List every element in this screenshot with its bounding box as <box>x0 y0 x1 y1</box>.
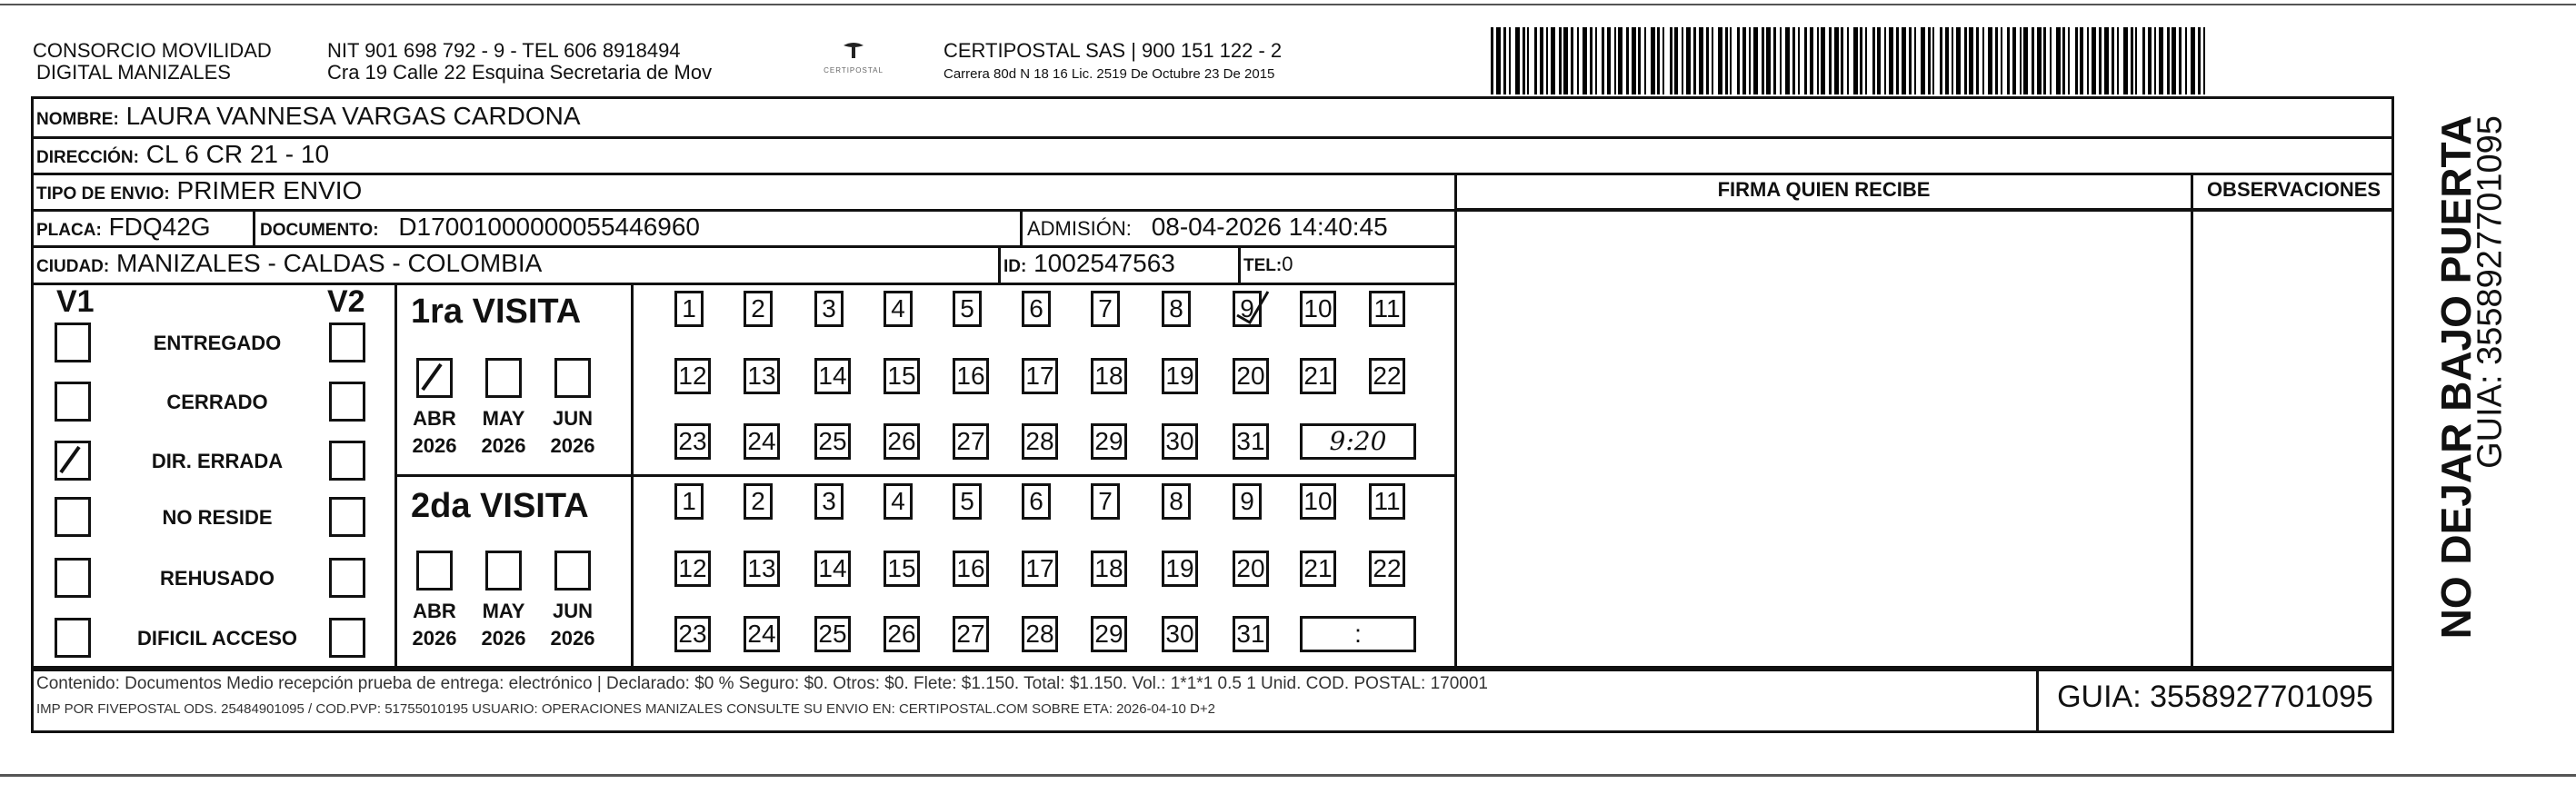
barcode-bar <box>1865 27 1867 94</box>
day-box[interactable]: 31 <box>1233 423 1269 460</box>
barcode-bar <box>1712 27 1713 94</box>
barcode-bar <box>2001 27 2002 94</box>
shipment-type: PRIMER ENVIO <box>176 176 363 204</box>
document-label: DOCUMENTO: <box>260 221 379 240</box>
document-value: D17001000000055446960 <box>398 213 700 241</box>
plate-label: PLACA: <box>36 221 102 240</box>
v2-checkbox[interactable] <box>329 441 365 481</box>
barcode-bar <box>1674 27 1678 94</box>
day-box[interactable]: 24 <box>744 616 780 652</box>
barcode-bar <box>2179 27 2182 94</box>
barcode-bar <box>1928 27 1931 94</box>
month-checkbox[interactable] <box>485 551 522 591</box>
check-mark-icon <box>419 361 450 395</box>
barcode-bar <box>1902 27 1906 94</box>
barcode-bar <box>1632 27 1636 94</box>
barcode-bar <box>1737 27 1740 94</box>
barcode-bar <box>1889 27 1893 94</box>
day-box[interactable]: 31 <box>1233 616 1269 652</box>
day-box[interactable]: 24 <box>744 423 780 460</box>
observations-area[interactable] <box>2193 211 2394 669</box>
barcode-bar <box>1896 27 1899 94</box>
footer-print-line: IMP POR FIVEPOSTAL ODS. 25484901095 / COD.PVP: 51755010195 USUARIO: OPERACIONES MANIZALES CONSULTE SU ENVIO EN: CERTIPOSTAL.COM SOBRE ETA: 2026-04-10 D+2 <box>36 701 1216 717</box>
barcode-bar <box>2037 27 2042 94</box>
admission-divider <box>1020 209 1023 245</box>
day-box[interactable]: 13 <box>744 551 780 587</box>
day-box[interactable]: 22 <box>1369 551 1405 587</box>
barcode-bar <box>1730 27 1732 94</box>
year-label: 2026 <box>481 627 526 650</box>
day-box[interactable]: 17 <box>1022 551 1058 587</box>
admission-value: 08-04-2026 14:40:45 <box>1151 213 1388 241</box>
month-label: MAY <box>482 407 525 430</box>
barcode-bar <box>2099 27 2102 94</box>
barcode-bar <box>2154 27 2156 94</box>
barcode-bar <box>2167 27 2170 94</box>
check-mark-icon <box>57 443 88 478</box>
footer-bottom-border <box>31 730 2394 733</box>
courier-address: Carrera 80d N 18 16 Lic. 2519 De Octubre 23 De 2015 <box>944 66 1275 82</box>
barcode-bar <box>2080 27 2083 94</box>
day-box[interactable]: 25 <box>814 423 851 460</box>
day-box[interactable]: 6 <box>1022 291 1051 327</box>
month-checkbox[interactable] <box>554 551 591 591</box>
day-box[interactable]: 30 <box>1162 616 1198 652</box>
barcode-bar <box>1921 27 1925 94</box>
day-box[interactable]: 12 <box>674 551 711 587</box>
barcode-bar <box>2012 27 2016 94</box>
barcode-bar <box>2075 27 2078 94</box>
id-field <box>1003 249 1175 278</box>
barcode-bar <box>1509 27 1511 94</box>
barcode-bar <box>1753 27 1758 94</box>
barcode-bar <box>1860 27 1862 94</box>
id-divider <box>998 245 1001 283</box>
barcode-bar <box>2172 27 2176 94</box>
barcode-bar <box>2087 27 2089 94</box>
day-box[interactable]: 23 <box>674 616 711 652</box>
day-box[interactable]: 18 <box>1091 551 1127 587</box>
company-name <box>33 40 272 84</box>
day-box[interactable]: 26 <box>884 423 920 460</box>
barcode-bar <box>1693 27 1696 94</box>
sender-address: Cra 19 Calle 22 Esquina Secretaria de Mov <box>327 61 713 84</box>
v1-checkbox[interactable] <box>55 497 91 537</box>
barcode-bar <box>1773 27 1776 94</box>
day-box[interactable]: 9 <box>1233 483 1262 520</box>
day-box[interactable]: 8 <box>1162 483 1191 520</box>
bottom-edge-line <box>0 774 2576 777</box>
barcode-bar <box>2062 27 2065 94</box>
month-checkbox[interactable] <box>416 551 453 591</box>
barcode-bar <box>1841 27 1843 94</box>
day-box[interactable]: 22 <box>1369 358 1405 394</box>
company-line-1: CONSORCIO MOVILIDAD <box>33 39 272 62</box>
signature-area[interactable] <box>1457 211 2191 669</box>
barcode-bar <box>1853 27 1858 94</box>
status-label: DIR. ERRADA <box>151 450 284 472</box>
barcode-bar <box>1626 27 1629 94</box>
barcode-bar <box>1940 27 1942 94</box>
certipostal-logo-icon <box>840 40 867 62</box>
barcode-bar <box>2123 27 2128 94</box>
observations-column-header: OBSERVACIONES <box>2206 178 2381 201</box>
row-divider <box>31 283 1454 285</box>
visit-time-box[interactable]: : <box>1300 616 1416 652</box>
nit-line: NIT 901 698 792 - 9 - TEL 606 8918494 <box>327 39 681 62</box>
day-box[interactable]: 16 <box>953 551 989 587</box>
barcode-bar <box>2050 27 2052 94</box>
day-box[interactable]: 21 <box>1300 551 1336 587</box>
barcode-bar <box>2135 27 2137 94</box>
row-divider <box>31 136 2394 139</box>
v1-checkbox[interactable] <box>55 441 91 481</box>
day-box[interactable]: 17 <box>1022 358 1058 394</box>
courier-info <box>944 40 1282 84</box>
barcode-bar <box>1847 27 1849 94</box>
barcode-bar <box>1618 27 1622 94</box>
logo-caption: CERTIPOSTAL <box>824 66 884 74</box>
handwritten-check-icon <box>1232 288 1272 328</box>
id-label: ID: <box>1003 257 1027 276</box>
barcode-bar <box>1686 27 1691 94</box>
day-box[interactable]: 15 <box>884 551 920 587</box>
month-label: JUN <box>552 407 593 430</box>
courier-name: CERTIPOSTAL SAS | 900 151 122 - 2 <box>944 39 1283 62</box>
day-box[interactable]: 11 <box>1369 483 1405 520</box>
day-box[interactable]: 2 <box>744 291 773 327</box>
year-label: 2026 <box>412 434 457 457</box>
visit-divider <box>394 474 1454 477</box>
barcode-bar <box>1817 27 1819 94</box>
barcode-bar <box>1638 27 1641 94</box>
barcode-bar <box>2032 27 2034 94</box>
month-label: ABR <box>413 407 456 430</box>
barcode-bar <box>1662 27 1664 94</box>
day-box[interactable]: 18 <box>1091 358 1127 394</box>
name-row <box>36 102 581 131</box>
side-guide-number: GUIA: 3558927701095 <box>2471 115 2510 469</box>
status-label: ENTREGADO <box>153 332 282 354</box>
plate-divider <box>253 209 255 245</box>
v1-checkbox[interactable] <box>55 323 91 362</box>
day-box[interactable]: 2 <box>744 483 773 520</box>
month-checkbox[interactable] <box>416 358 453 398</box>
barcode-bar <box>1503 27 1506 94</box>
barcode-bar <box>1785 27 1790 94</box>
day-box[interactable]: 10 <box>1300 291 1336 327</box>
day-box[interactable]: 20 <box>1233 358 1269 394</box>
year-label: 2026 <box>550 434 595 457</box>
barcode-bar <box>1491 27 1493 94</box>
barcode-bar <box>1699 27 1703 94</box>
barcode-bar <box>1798 27 1800 94</box>
barcode-bar <box>1725 27 1728 94</box>
day-box[interactable]: 4 <box>884 291 913 327</box>
barcode-bar <box>1821 27 1825 94</box>
visit-title: 1ra VISITA <box>411 293 582 331</box>
barcode-bar <box>2148 27 2152 94</box>
document-field <box>260 213 700 242</box>
barcode-bar <box>1766 27 1771 94</box>
barcode-bar <box>2203 27 2205 94</box>
day-box[interactable]: 21 <box>1300 358 1336 394</box>
day-box[interactable]: 11 <box>1369 291 1405 327</box>
name-label: NOMBRE: <box>36 110 119 129</box>
barcode-bar <box>2142 27 2145 94</box>
barcode-bar <box>1829 27 1832 94</box>
day-box[interactable]: 1 <box>674 483 704 520</box>
day-box[interactable]: 28 <box>1022 616 1058 652</box>
month-label: ABR <box>413 600 456 622</box>
plate-field <box>36 213 211 242</box>
day-box[interactable]: 26 <box>884 616 920 652</box>
barcode-bar <box>1952 27 1953 94</box>
v1-checkbox[interactable] <box>55 382 91 422</box>
barcode-bar <box>2131 27 2133 94</box>
barcode-bar <box>1571 27 1573 94</box>
footer-content-line: Contenido: Documentos Medio recepción prueba de entrega: electrónico | Declarado: $0 % Seguro: $0. Otros: $0. Flete: $1.150. Total: $1.150. Vol.: 1*1*1 0.5 1 Unid. COD. POSTAL: 170001 <box>36 674 1488 693</box>
barcode-bar <box>1657 27 1660 94</box>
month-label: JUN <box>552 600 593 622</box>
barcode-bar <box>1614 27 1616 94</box>
shipment-row <box>36 176 362 205</box>
barcode-bar <box>1792 27 1795 94</box>
company-line-2: DIGITAL MANIZALES <box>36 61 231 84</box>
day-box[interactable]: 10 <box>1300 483 1336 520</box>
admission-label: ADMISIÓN: <box>1027 217 1132 240</box>
barcode <box>1491 27 2218 94</box>
day-box[interactable]: 29 <box>1091 616 1127 652</box>
day-box[interactable]: 29 <box>1091 423 1127 460</box>
day-box[interactable]: 6 <box>1022 483 1051 520</box>
barcode-bar <box>1670 27 1672 94</box>
do-not-leave-under-door-warning: NO DEJAR BAJO PUERTA <box>2432 114 2480 640</box>
day-box[interactable]: 20 <box>1233 551 1269 587</box>
barcode-bar <box>1577 27 1579 94</box>
barcode-bar <box>1964 27 1967 94</box>
year-label: 2026 <box>412 627 457 650</box>
barcode-bar <box>1559 27 1562 94</box>
day-box[interactable]: 27 <box>953 423 989 460</box>
address-label: DIRECCIÓN: <box>36 148 139 167</box>
recipient-name: LAURA VANNESA VARGAS CARDONA <box>125 102 581 130</box>
barcode-bar <box>1534 27 1537 94</box>
barcode-bar <box>1988 27 1992 94</box>
side-text <box>2400 100 2510 645</box>
footer-right-border <box>2391 669 2394 732</box>
day-box[interactable]: 1 <box>674 291 704 327</box>
month-label: MAY <box>482 600 525 622</box>
plate-value: FDQ42G <box>108 213 211 241</box>
barcode-bar <box>1563 27 1568 94</box>
day-box[interactable]: 15 <box>884 358 920 394</box>
signature-column-header: FIRMA QUIEN RECIBE <box>1717 178 1931 201</box>
barcode-bar <box>1956 27 1961 94</box>
id-value: 1002547563 <box>1033 249 1175 277</box>
v2-checkbox[interactable] <box>329 382 365 422</box>
footer-guide-number: GUIA: 3558927701095 <box>2057 680 2373 714</box>
v1-checkbox[interactable] <box>55 558 91 598</box>
barcode-bar <box>1884 27 1886 94</box>
status-label: NO RESIDE <box>162 506 273 529</box>
barcode-bar <box>1742 27 1746 94</box>
barcode-bar <box>1651 27 1655 94</box>
row-divider <box>31 669 2394 671</box>
day-box[interactable]: 7 <box>1091 483 1120 520</box>
day-box[interactable]: 27 <box>953 616 989 652</box>
barcode-bar <box>2068 27 2070 94</box>
barcode-bar <box>2056 27 2061 94</box>
tel-divider <box>1238 245 1241 283</box>
barcode-bar <box>1496 27 1501 94</box>
barcode-bar <box>1945 27 1949 94</box>
barcode-bar <box>2198 27 2201 94</box>
top-edge-line <box>0 4 2576 5</box>
barcode-bar <box>1546 27 1548 94</box>
barcode-bar <box>1810 27 1813 94</box>
barcode-bar <box>2007 27 2010 94</box>
month-days-divider <box>631 283 634 669</box>
day-box[interactable]: 28 <box>1022 423 1058 460</box>
barcode-bar <box>1914 27 1916 94</box>
day-box[interactable]: 8 <box>1162 291 1191 327</box>
day-box[interactable]: 23 <box>674 423 711 460</box>
barcode-bar <box>1644 27 1646 94</box>
tel-label: TEL: <box>1243 256 1283 275</box>
barcode-bar <box>2043 27 2046 94</box>
barcode-bar <box>1804 27 1807 94</box>
barcode-bar <box>1682 27 1683 94</box>
barcode-bar <box>1932 27 1934 94</box>
barcode-bar <box>2159 27 2163 94</box>
barcode-bar <box>1718 27 1722 94</box>
barcode-bar <box>1872 27 1875 94</box>
barcode-bar <box>1540 27 1543 94</box>
barcode-bar <box>2112 27 2114 94</box>
barcode-bar <box>1583 27 1587 94</box>
status-label: DIFICIL ACCESO <box>136 627 297 650</box>
city-label: CIUDAD: <box>36 257 110 276</box>
barcode-bar <box>1706 27 1709 94</box>
barcode-bar <box>2117 27 2119 94</box>
shipment-label: TIPO DE ENVIO: <box>36 184 170 203</box>
day-box[interactable]: 9 <box>1233 291 1262 327</box>
v2-checkbox[interactable] <box>329 618 365 658</box>
barcode-bar <box>1523 27 1525 94</box>
v1-header: V1 <box>56 284 95 319</box>
day-box[interactable]: 5 <box>953 291 982 327</box>
day-box[interactable]: 19 <box>1162 358 1198 394</box>
courier-logo <box>813 40 894 84</box>
day-box[interactable]: 3 <box>814 483 844 520</box>
barcode-bar <box>1995 27 1998 94</box>
barcode-bar <box>2023 27 2028 94</box>
barcode-bar <box>2185 27 2187 94</box>
v2-checkbox[interactable] <box>329 497 365 537</box>
barcode-bar <box>1602 27 1604 94</box>
day-box[interactable]: 14 <box>814 358 851 394</box>
tel-value: 0 <box>1282 253 1293 275</box>
city-field <box>36 249 542 278</box>
recipient-address: CL 6 CR 21 - 10 <box>145 140 330 168</box>
visit-time-box[interactable]: 9:20 <box>1300 423 1416 460</box>
v2-checkbox[interactable] <box>329 558 365 598</box>
barcode-bar <box>1834 27 1839 94</box>
month-checkbox[interactable] <box>485 358 522 398</box>
barcode-bar <box>1982 27 1984 94</box>
city-value: MANIZALES - CALDAS - COLOMBIA <box>116 249 543 277</box>
day-box[interactable]: 3 <box>814 291 844 327</box>
barcode-bar <box>1749 27 1751 94</box>
tel-field <box>1243 253 1293 276</box>
status-label: CERRADO <box>166 391 268 413</box>
barcode-bar <box>2092 27 2096 94</box>
barcode-bar <box>2191 27 2195 94</box>
row-divider <box>31 245 1454 248</box>
v2-checkbox[interactable] <box>329 323 365 362</box>
barcode-bar <box>1780 27 1782 94</box>
barcode-bar <box>2104 27 2109 94</box>
barcode-bar <box>1515 27 1520 94</box>
barcode-bar <box>1551 27 1555 94</box>
v2-header: V2 <box>327 284 365 319</box>
barcode-bar <box>1595 27 1597 94</box>
sender-info <box>327 40 712 84</box>
day-box[interactable]: 12 <box>674 358 711 394</box>
day-box[interactable]: 19 <box>1162 551 1198 587</box>
day-box[interactable]: 14 <box>814 551 851 587</box>
admission-field <box>1027 213 1388 242</box>
year-label: 2026 <box>481 434 526 457</box>
barcode-bar <box>1909 27 1912 94</box>
status-label: REHUSADO <box>160 567 275 590</box>
barcode-bar <box>1527 27 1529 94</box>
row-divider <box>31 173 2394 175</box>
barcode-bar <box>1590 27 1593 94</box>
barcode-bar <box>2020 27 2022 94</box>
day-box[interactable]: 7 <box>1091 291 1120 327</box>
day-box[interactable]: 5 <box>953 483 982 520</box>
day-box[interactable]: 16 <box>953 358 989 394</box>
barcode-bar <box>1762 27 1764 94</box>
barcode-bar <box>1969 27 1973 94</box>
barcode-bar <box>1607 27 1611 94</box>
footer-left-border <box>31 669 34 732</box>
day-box[interactable]: 13 <box>744 358 780 394</box>
month-checkbox[interactable] <box>554 358 591 398</box>
visit-title: 2da VISITA <box>411 487 589 525</box>
day-box[interactable]: 30 <box>1162 423 1198 460</box>
barcode-bar <box>1976 27 1979 94</box>
day-box[interactable]: 25 <box>814 616 851 652</box>
year-label: 2026 <box>550 627 595 650</box>
address-row <box>36 140 329 169</box>
day-box[interactable]: 4 <box>884 483 913 520</box>
barcode-bar <box>1877 27 1881 94</box>
v1-checkbox[interactable] <box>55 618 91 658</box>
